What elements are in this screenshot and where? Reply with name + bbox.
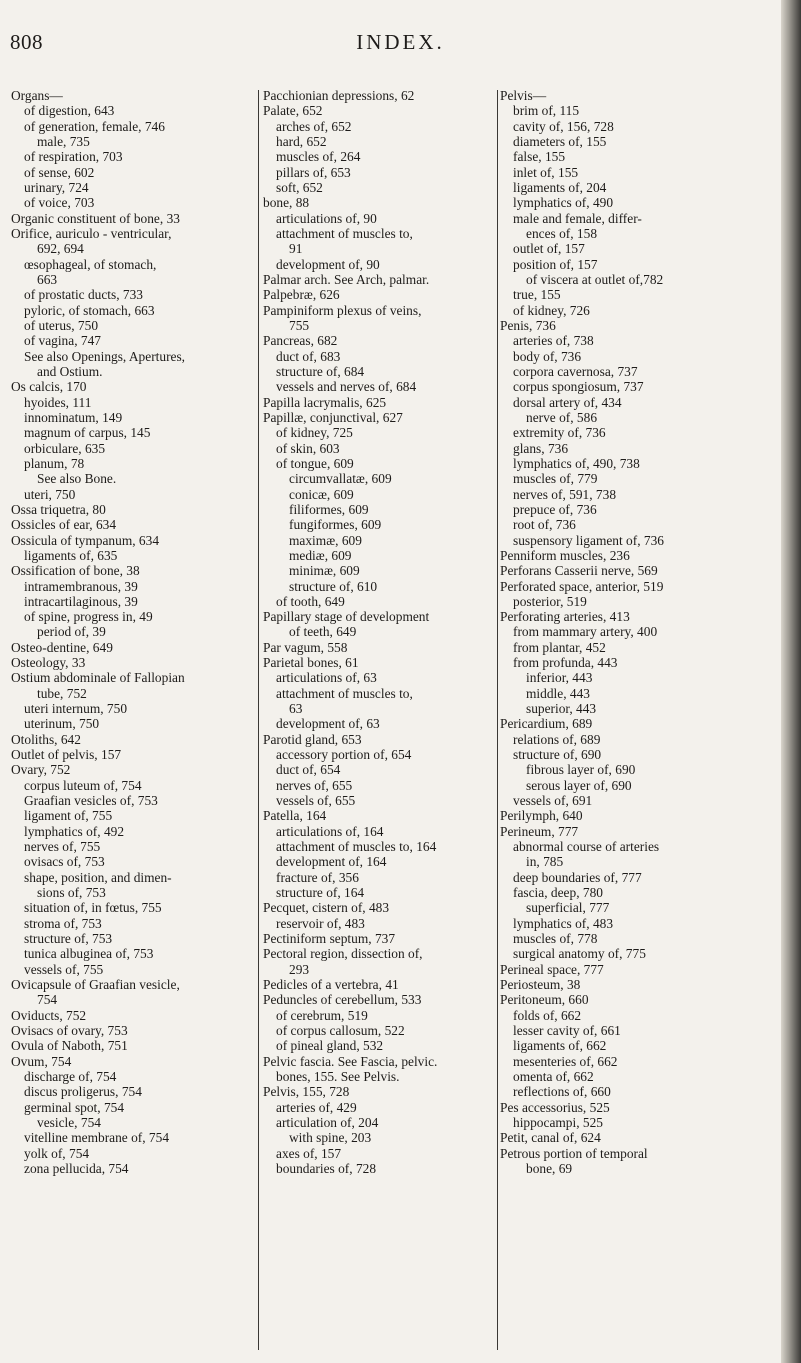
index-column-3 [500,88,770,1176]
index-subentry: false, 155 [513,149,566,165]
index-entry: Palate, 652 [263,103,323,119]
index-subentry: corpus luteum of, 754 [24,777,142,793]
index-subentry: development of, 164 [276,854,387,870]
index-subentry: fracture of, 356 [276,869,359,885]
index-subentry: lymphatics of, 492 [24,823,125,839]
index-subentry: structure of, 610 [289,578,378,594]
index-subentry: cavity of, 156, 728 [513,118,614,134]
index-subentry: vessels of, 755 [24,961,104,977]
index-entry: Patella, 164 [263,808,327,824]
index-subentry: of voice, 703 [24,195,95,211]
index-subentry: inferior, 443 [526,670,593,686]
index-subentry: duct of, 654 [276,762,341,778]
index-subentry: serous layer of, 690 [526,777,632,793]
index-subentry: uterinum, 750 [24,716,100,732]
index-entry: Pes accessorius, 525 [500,1099,610,1115]
index-column-1 [11,88,257,1176]
index-subentry: attachment of muscles to, 164 [276,839,437,855]
index-subentry: boundaries of, 728 [276,1160,377,1176]
index-subentry: fascia, deep, 780 [513,885,603,901]
index-subentry: superior, 443 [526,701,597,717]
index-subentry: muscles of, 264 [276,149,361,165]
index-subentry: 663 [37,271,58,287]
index-entry: Orifice, auriculo - ventricular, [11,225,172,241]
index-subentry: dorsal artery of, 434 [513,394,622,410]
index-entry: Ossicles of ear, 634 [11,517,117,533]
index-entry: Perineal space, 777 [500,961,604,977]
index-subentry: folds of, 662 [513,1007,582,1023]
index-subentry: nerves of, 755 [24,839,101,855]
index-subentry: of sense, 602 [24,164,95,180]
index-entry: Otoliths, 642 [11,731,81,747]
index-subentry: nerves of, 591, 738 [513,486,617,502]
index-subentry: 754 [37,992,58,1008]
index-subentry: intramembranous, 39 [24,578,138,594]
index-entry: Pampiniform plexus of veins, [263,302,422,318]
index-subentry: 293 [289,961,310,977]
index-subentry: conicæ, 609 [289,486,354,502]
index-entry: Perforated space, anterior, 519 [500,578,664,594]
index-subentry: of viscera at outlet of,782 [526,271,664,287]
index-entry: Pelvis, 155, 728 [263,1084,350,1100]
page-header [0,0,801,70]
index-subentry: mediæ, 609 [289,547,352,563]
index-subentry: vessels and nerves of, 684 [276,379,417,395]
index-entry: Penniform muscles, 236 [500,547,630,563]
index-subentry: inlet of, 155 [513,164,579,180]
page-number: 808 [10,30,43,54]
index-subentry: fungiformes, 609 [289,517,382,533]
index-entry: Peritoneum, 660 [500,992,589,1008]
index-subentry: omenta of, 662 [513,1069,594,1084]
index-subentry: position of, 157 [513,256,598,272]
page-title: INDEX. [356,30,445,54]
index-entry: Parietal bones, 61 [263,655,359,671]
index-subentry: fibrous layer of, 690 [526,762,636,778]
index-subentry: prepuce of, 736 [513,501,597,517]
index-subentry: attachment of muscles to, [276,225,413,241]
index-subentry: lymphatics of, 490 [513,195,614,211]
index-subentry: of skin, 603 [276,440,340,456]
index-subentry: arteries of, 429 [276,1099,357,1115]
index-entry: Papillæ, conjunctival, 627 [263,409,403,425]
index-subentry: See also Openings, Apertures, [24,348,186,364]
index-subentry: suspensory ligament of, 736 [513,532,664,548]
index-subentry: pyloric, of stomach, 663 [24,302,155,318]
index-subentry: maximæ, 609 [289,532,362,548]
index-subentry: surgical anatomy of, 775 [513,946,646,962]
index-subentry: vitelline membrane of, 754 [24,1130,170,1146]
index-subentry: structure of, 690 [513,747,602,763]
index-subentry: uteri internum, 750 [24,701,128,717]
index-entry: Penis, 736 [500,317,556,333]
index-entry: Ossification of bone, 38 [11,563,140,579]
index-subentry: period of, 39 [37,624,106,640]
index-subentry: lymphatics of, 483 [513,915,614,931]
index-subentry: of spine, progress in, 49 [24,609,153,625]
index-subentry: 63 [289,701,303,717]
index-entry: Petrous portion of temporal [500,1145,648,1161]
index-subentry: arches of, 652 [276,118,352,134]
index-entry: Ostium abdominale of Fallopian [11,670,185,686]
index-subentry: intracartilaginous, 39 [24,593,138,609]
index-subentry: ences of, 158 [526,225,598,241]
index-subentry: 755 [289,317,310,333]
index-subentry: of uterus, 750 [24,317,99,333]
index-entry: Pedicles of a vertebra, 41 [263,977,399,993]
index-subentry: articulations of, 63 [276,670,377,686]
index-subentry: magnum of carpus, 145 [24,425,151,441]
index-subentry: ligaments of, 662 [513,1038,607,1054]
index-subentry: development of, 90 [276,256,380,272]
index-entry: bone, 88 [263,195,310,211]
index-entry: Ovula of Naboth, 751 [11,1038,128,1054]
index-subentry: shape, position, and dimen- [24,869,172,885]
index-subentry: axes of, 157 [276,1145,342,1161]
index-subentry: 692, 694 [37,241,84,257]
index-subentry: of corpus callosum, 522 [276,1023,405,1039]
index-entry: Papilla lacrymalis, 625 [263,394,387,410]
index-subentry: of kidney, 725 [276,425,353,441]
index-subentry: situation of, in fœtus, 755 [24,900,162,916]
index-subentry: of vagina, 747 [24,333,101,349]
index-subentry: nerves of, 655 [276,777,353,793]
index-subentry: bones, 155. See Pelvis. [276,1069,400,1084]
index-subentry: articulations of, 90 [276,210,377,226]
index-subentry: urinary, 724 [24,179,89,195]
index-entry: Pectiniform septum, 737 [263,931,396,947]
index-subentry: of cerebrum, 519 [276,1007,368,1023]
index-subentry: discus proligerus, 754 [24,1084,142,1100]
index-entry: Pelvis— [500,88,547,103]
index-subentry: brim of, 115 [513,103,580,119]
index-subentry: Graafian vesicles of, 753 [24,793,158,809]
index-entry: Organic constituent of bone, 33 [11,210,180,226]
index-subentry: and Ostium. [37,363,103,379]
index-entry: Ovary, 752 [11,762,71,778]
index-subentry: germinal spot, 754 [24,1099,125,1115]
index-subentry: posterior, 519 [513,593,587,609]
index-subentry: zona pellucida, 754 [24,1160,129,1176]
index-subentry: stroma of, 753 [24,915,102,931]
page-edge-shadow [781,0,801,1363]
index-entry: Palmar arch. See Arch, palmar. [263,271,430,287]
index-subentry: discharge of, 754 [24,1069,117,1084]
index-subentry: 91 [289,241,303,257]
index-subentry: corpus spongiosum, 737 [513,379,644,395]
index-subentry: outlet of, 157 [513,241,585,257]
index-subentry: soft, 652 [276,179,323,195]
index-subentry: of generation, female, 746 [24,118,165,134]
index-subentry: in, 785 [526,854,564,870]
index-entry: Os calcis, 170 [11,379,87,395]
index-entry: Ossicula of tympanum, 634 [11,532,160,548]
index-subentry: superficial, 777 [526,900,610,916]
index-subentry: of pineal gland, 532 [276,1038,384,1054]
index-subentry: hippocampi, 525 [513,1114,604,1130]
index-subentry: abnormal course of arteries [513,839,660,855]
index-subentry: of kidney, 726 [513,302,590,318]
index-entry: Palpebræ, 626 [263,287,340,303]
index-subentry: of prostatic ducts, 733 [24,287,144,303]
index-subentry: hyoides, 111 [24,394,92,410]
index-subentry: reservoir of, 483 [276,915,365,931]
index-subentry: vesicle, 754 [37,1114,101,1130]
index-subentry: muscles of, 779 [513,471,598,487]
index-entry: Ovicapsule of Graafian vesicle, [11,977,180,993]
index-subentry: mesenteries of, 662 [513,1053,618,1069]
index-subentry: ligament of, 755 [24,808,113,824]
index-entry: Perforans Casserii nerve, 569 [500,563,658,579]
index-subentry: ovisacs of, 753 [24,854,105,870]
index-subentry: arteries of, 738 [513,333,594,349]
index-entry: Organs— [11,88,63,103]
index-subentry: from plantar, 452 [513,639,606,655]
index-entry: Oviducts, 752 [11,1007,87,1023]
index-subentry: orbiculare, 635 [24,440,106,456]
index-entry: Pectoral region, dissection of, [263,946,423,962]
index-subentry: innominatum, 149 [24,409,123,425]
column-divider [497,90,498,1350]
index-subentry: with spine, 203 [289,1130,372,1146]
index-entry: Pancreas, 682 [263,333,338,349]
index-entry: Osteo-dentine, 649 [11,639,113,655]
column-divider [258,90,259,1350]
index-subentry: structure of, 753 [24,931,113,947]
index-subentry: tunica albuginea of, 753 [24,946,154,962]
index-subentry: middle, 443 [526,685,590,701]
index-subentry: vessels of, 691 [513,793,593,809]
index-subentry: deep boundaries of, 777 [513,869,642,885]
index-entry: Pecquet, cistern of, 483 [263,900,390,916]
index-entry: Periosteum, 38 [500,977,581,993]
index-entry: Petit, canal of, 624 [500,1130,601,1146]
index-subentry: attachment of muscles to, [276,685,413,701]
index-subentry: accessory portion of, 654 [276,747,412,763]
index-subentry: reflections of, 660 [513,1084,611,1100]
index-subentry: sions of, 753 [37,885,106,901]
index-subentry: bone, 69 [526,1160,573,1176]
index-entry: Perineum, 777 [500,823,579,839]
index-entry: Perforating arteries, 413 [500,609,630,625]
index-subentry: from mammary artery, 400 [513,624,658,640]
index-subentry: of respiration, 703 [24,149,123,165]
index-entry: Perilymph, 640 [500,808,583,824]
index-entry: Parotid gland, 653 [263,731,362,747]
index-subentry: muscles of, 778 [513,931,598,947]
index-subentry: planum, 78 [24,455,85,471]
index-column-2 [263,88,497,1176]
index-subentry: relations of, 689 [513,731,601,747]
index-entry: Par vagum, 558 [263,639,348,655]
index-subentry: uteri, 750 [24,486,76,502]
index-entry: Ovisacs of ovary, 753 [11,1023,128,1039]
index-subentry: minimæ, 609 [289,563,360,579]
index-entry: Peduncles of cerebellum, 533 [263,992,422,1008]
index-entry: Pericardium, 689 [500,716,593,732]
index-subentry: circumvallatæ, 609 [289,471,392,487]
index-entry: Outlet of pelvis, 157 [11,747,122,763]
index-subentry: vessels of, 655 [276,793,356,809]
index-entry: Papillary stage of development [263,609,430,625]
index-subentry: true, 155 [513,287,561,303]
index-subentry: hard, 652 [276,133,327,149]
index-entry: Osteology, 33 [11,655,86,671]
index-subentry: root of, 736 [513,517,576,533]
index-subentry: body of, 736 [513,348,582,364]
index-entry: Ovum, 754 [11,1053,72,1069]
index-subentry: corpora cavernosa, 737 [513,363,638,379]
index-subentry: structure of, 164 [276,885,365,901]
index-subentry: from profunda, 443 [513,655,618,671]
index-subentry: extremity of, 736 [513,425,606,441]
index-subentry: ligaments of, 204 [513,179,607,195]
index-subentry: glans, 736 [513,440,569,456]
index-subentry: yolk of, 754 [24,1145,90,1161]
index-subentry: lesser cavity of, 661 [513,1023,621,1039]
index-subentry: of teeth, 649 [289,624,357,640]
index-subentry: articulations of, 164 [276,823,384,839]
index-subentry: of tooth, 649 [276,593,345,609]
index-subentry: œsophageal, of stomach, [24,256,157,272]
index-subentry: structure of, 684 [276,363,365,379]
index-subentry: duct of, 683 [276,348,341,364]
index-subentry: of tongue, 609 [276,455,354,471]
index-subentry: articulation of, 204 [276,1114,379,1130]
index-subentry: male, 735 [37,133,90,149]
index-subentry: ligaments of, 635 [24,547,118,563]
index-entry: Ossa triquetra, 80 [11,501,106,517]
index-subentry: male and female, differ- [513,210,642,226]
index-subentry: See also Bone. [37,471,117,487]
index-subentry: lymphatics of, 490, 738 [513,455,640,471]
index-entry: Pacchionian depressions, 62 [263,88,415,103]
index-subentry: diameters of, 155 [513,133,607,149]
index-subentry: pillars of, 653 [276,164,351,180]
index-subentry: of digestion, 643 [24,103,115,119]
index-subentry: nerve of, 586 [526,409,598,425]
index-subentry: development of, 63 [276,716,380,732]
index-entry: Pelvic fascia. See Fascia, pelvic. [263,1053,438,1069]
index-subentry: tube, 752 [37,685,87,701]
index-subentry: filiformes, 609 [289,501,369,517]
